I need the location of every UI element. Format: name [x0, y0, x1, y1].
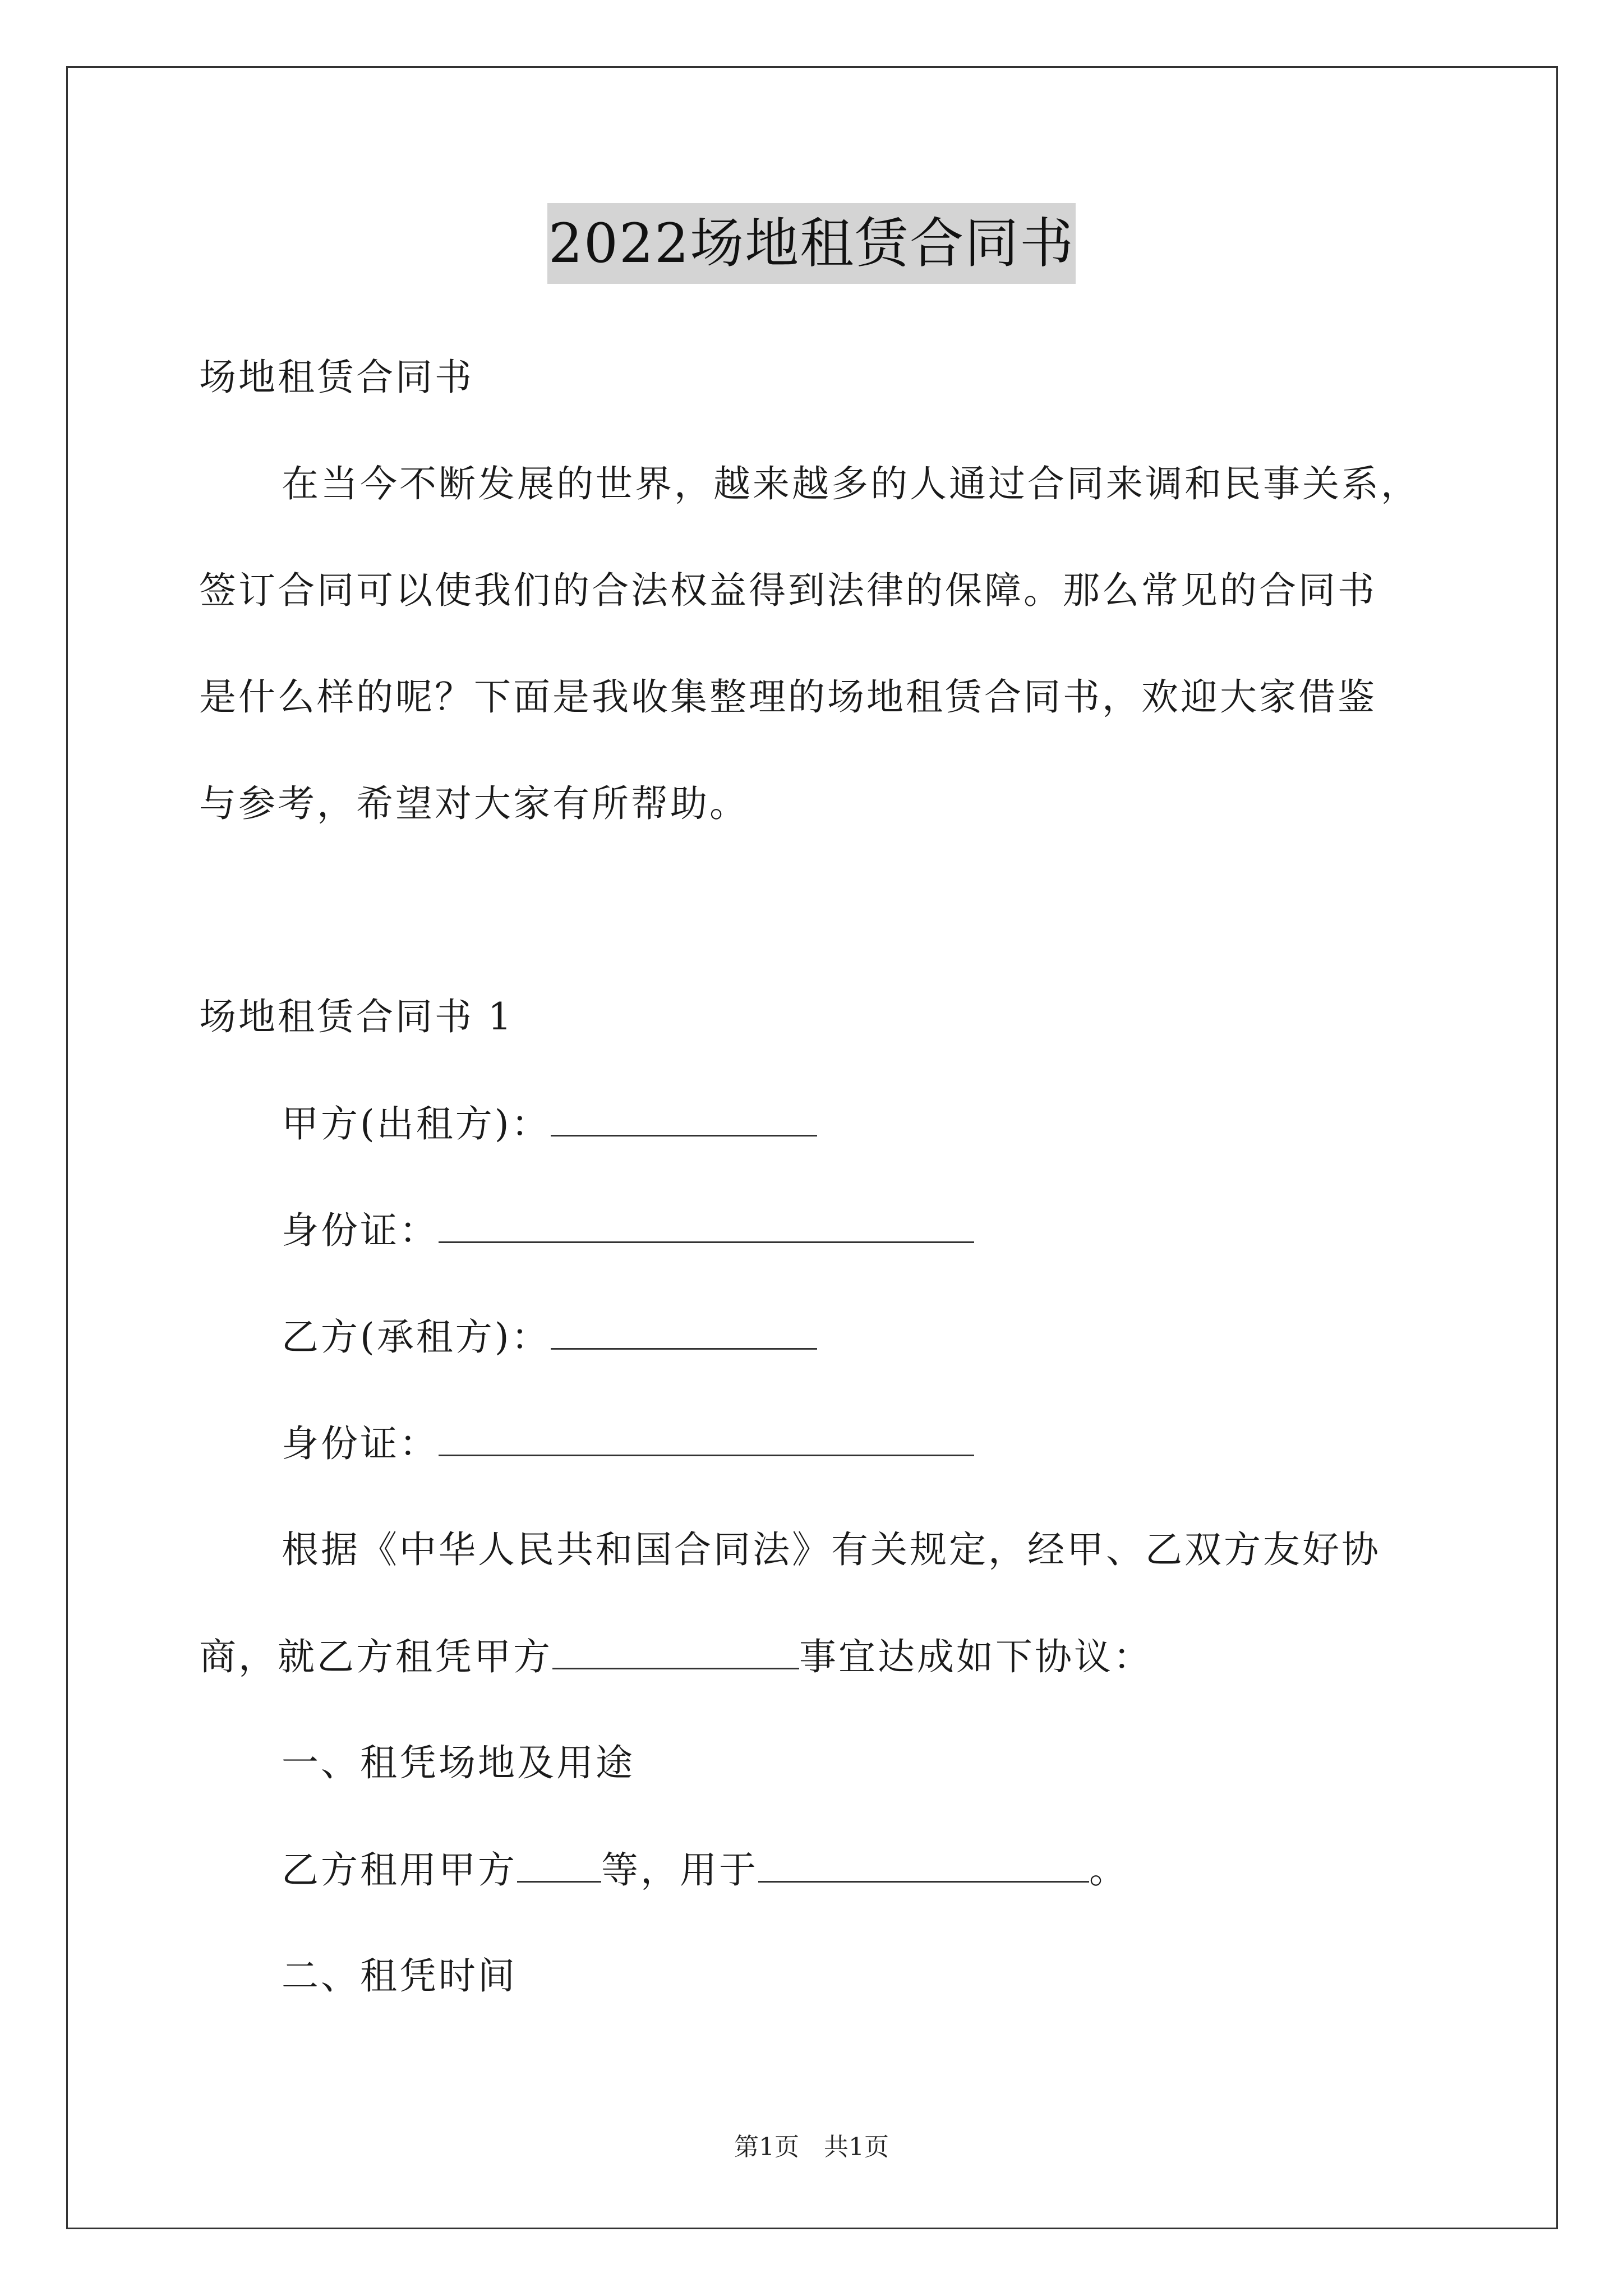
basis-line-2-prefix: 商，就乙方租凭甲方: [199, 1635, 552, 1678]
id-blank-2: [439, 1421, 974, 1456]
basis-line-1: 根据《中华人民共和国合同法》有关规定，经甲、乙双方友好协: [282, 1528, 1381, 1571]
document-title: 2022场地租赁合同书: [547, 203, 1076, 284]
section-heading: 场地租赁合同书 1: [199, 995, 514, 1038]
party-a-label: 甲方(出租方)：: [282, 1102, 551, 1145]
id-label-1: 身份证：: [282, 1209, 439, 1252]
document-subtitle: 场地租赁合同书: [199, 356, 474, 399]
party-a-blank: [551, 1101, 817, 1137]
intro-line-2: 签订合同可以使我们的合法权益得到法律的保障。那么常见的合同书: [199, 569, 1377, 612]
basis-line-2: [199, 1634, 1152, 1680]
id-label-2: 身份证：: [282, 1422, 439, 1465]
venue-blank: [552, 1634, 799, 1669]
party-b-label: 乙方(承租方)：: [282, 1315, 551, 1359]
id-row-1: [282, 1208, 974, 1253]
party-a-row: [282, 1101, 817, 1147]
purpose-blank: [758, 1847, 1089, 1883]
basis-line-2-suffix: 事宜达成如下协议：: [799, 1635, 1152, 1678]
intro-line-4: 与参考，希望对大家有所帮助。: [199, 782, 749, 825]
intro-line-1: 在当今不断发展的世界，越来越多的人通过合同来调和民事关系，: [282, 462, 1420, 505]
clause-1-row: [282, 1847, 1128, 1893]
clause-2-heading: 二、租凭时间: [282, 1954, 517, 1998]
clause-1-suffix: 。: [1089, 1848, 1128, 1892]
party-b-row: [282, 1314, 817, 1360]
clause-1-heading: 一、租凭场地及用途: [282, 1741, 635, 1784]
area-blank: [517, 1847, 601, 1883]
page-number: 第1页 共1页: [734, 2133, 889, 2161]
intro-line-3: 是什么样的呢？下面是我收集整理的场地租赁合同书，欢迎大家借鉴: [199, 675, 1377, 719]
id-row-2: [282, 1421, 974, 1466]
party-b-blank: [551, 1314, 817, 1350]
id-blank-1: [439, 1208, 974, 1243]
clause-1-middle: 等，用于: [601, 1848, 758, 1892]
title-container: [0, 203, 1623, 284]
clause-1-prefix: 乙方租用甲方: [282, 1848, 517, 1892]
